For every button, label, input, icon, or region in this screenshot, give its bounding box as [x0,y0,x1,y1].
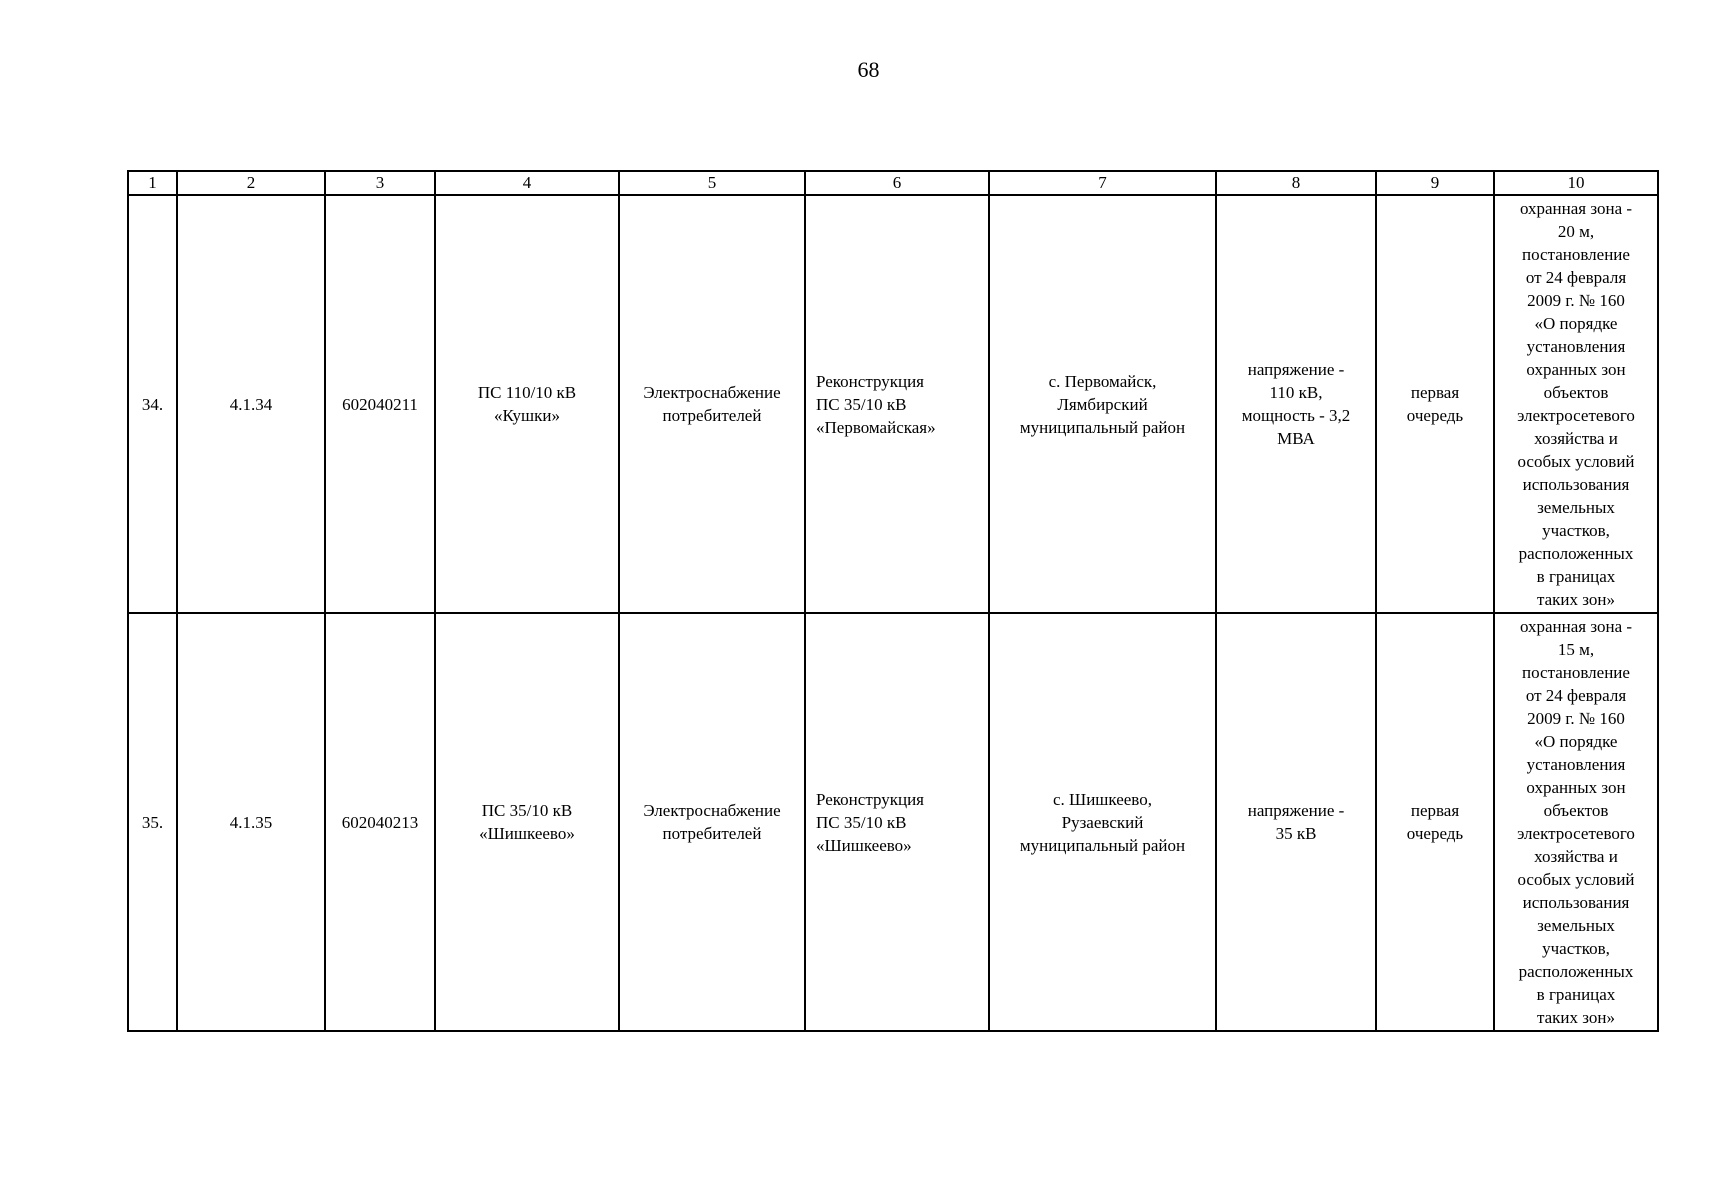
object-id: 602040211 [325,195,435,613]
text-line: Лямбирский [1057,394,1148,414]
text-line: таких зон» [1536,1008,1615,1027]
text-line: участков, [1542,521,1610,540]
item-code: 4.1.34 [177,195,325,613]
text-line: 20 м, [1557,222,1595,241]
text-line: объектов [1543,801,1609,820]
text-line: 2009 г. № 160 [1527,291,1625,310]
text-line: особых условий [1517,452,1635,471]
object-name [435,195,619,613]
text-line: Электроснабжение [643,383,781,402]
text-line: 2009 г. № 160 [1527,709,1625,728]
text-line: ПС 35/10 кВ [816,394,907,414]
activity [805,613,989,1031]
text-line: ПС 35/10 кВ [816,812,907,832]
text-line: особых условий [1517,870,1635,889]
column-header: 7 [989,171,1216,195]
purpose [619,195,805,613]
text-line: «Кушки» [493,406,560,425]
zone [1494,195,1658,613]
text-line: от 24 февраля [1525,268,1627,287]
text-line: 15 м, [1557,640,1595,659]
column-header: 1 [128,171,177,195]
purpose [619,613,805,1031]
column-header: 5 [619,171,805,195]
text-line: 35 кВ [1275,824,1317,843]
header-row [128,171,1658,195]
row-number: 34. [128,195,177,613]
page-number: 68 [857,57,880,82]
column-header: 9 [1376,171,1494,195]
location [989,613,1216,1031]
object-id: 602040213 [325,613,435,1031]
item-code: 4.1.35 [177,613,325,1031]
text-line: электросетевого [1517,406,1635,425]
text-line: «Шишкеево» [479,824,575,843]
text-line: в границах [1536,567,1616,586]
text-line: использования [1522,475,1630,494]
row-number: 35. [128,613,177,1031]
table-row [128,195,1658,613]
text-line: Реконструкция [816,789,925,809]
text-line: очередь [1406,824,1464,843]
text-line: Рузаевский [1061,812,1144,832]
text-line: охранная зона - [1519,617,1633,636]
stage [1376,613,1494,1031]
text-line: постановление [1522,663,1630,682]
location [989,195,1216,613]
text-line: потребителей [662,824,762,843]
object-name [435,613,619,1031]
text-line: охранных зон [1526,778,1626,797]
text-line: использования [1522,893,1630,912]
text-line: установления [1526,755,1626,774]
text-line: напряжение - [1247,801,1345,820]
text-line: с. Первомайск, [1048,371,1157,391]
text-line: 110 кВ, [1269,383,1323,402]
text-line: установления [1526,337,1626,356]
table-row [128,613,1658,1031]
text-line: участков, [1542,939,1610,958]
column-header: 8 [1216,171,1376,195]
column-header: 3 [325,171,435,195]
text-line: охранная зона - [1519,199,1633,218]
text-line: муниципальный район [1019,417,1186,437]
text-line: напряжение - [1247,360,1345,379]
column-header: 4 [435,171,619,195]
text-line: «Первомайская» [816,417,936,437]
text-line: электросетевого [1517,824,1635,843]
text-line: первая [1410,383,1460,402]
text-line: земельных [1537,916,1615,935]
text-line: Электроснабжение [643,801,781,820]
text-line: ПС 110/10 кВ [477,383,577,402]
text-line: земельных [1537,498,1615,517]
text-line: охранных зон [1526,360,1626,379]
text-line: «О порядке [1534,732,1618,751]
text-line: первая [1410,801,1460,820]
text-line: расположенных [1518,544,1634,563]
text-line: от 24 февраля [1525,686,1627,705]
column-header: 6 [805,171,989,195]
characteristics [1216,195,1376,613]
text-line: мощность - 3,2 [1241,406,1351,425]
text-line: постановление [1522,245,1630,264]
stage [1376,195,1494,613]
text-line: МВА [1277,429,1315,448]
text-line: расположенных [1518,962,1634,981]
text-line: с. Шишкеево, [1053,789,1152,809]
column-header: 2 [177,171,325,195]
text-line: Реконструкция [816,371,925,391]
text-line: муниципальный район [1019,835,1186,855]
text-line: «Шишкеево» [816,835,912,855]
activity [805,195,989,613]
characteristics [1216,613,1376,1031]
text-line: очередь [1406,406,1464,425]
text-line: хозяйства и [1534,429,1618,448]
text-line: хозяйства и [1534,847,1618,866]
text-line: в границах [1536,985,1616,1004]
text-line: таких зон» [1536,590,1615,609]
column-header: 10 [1494,171,1658,195]
text-line: объектов [1543,383,1609,402]
text-line: «О порядке [1534,314,1618,333]
registry-table [127,170,1659,1032]
text-line: потребителей [662,406,762,425]
text-line: ПС 35/10 кВ [481,801,573,820]
zone [1494,613,1658,1031]
